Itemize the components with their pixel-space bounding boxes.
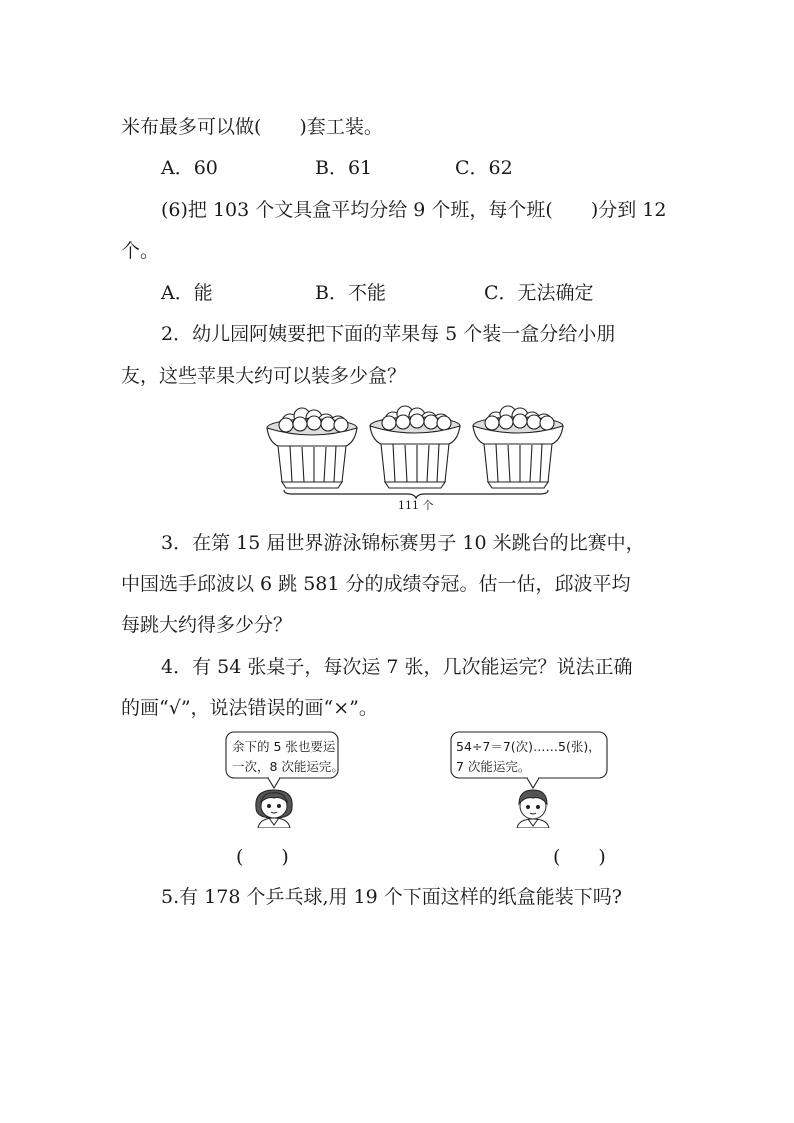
q1-6-stem-line1: (6)把 103 个文具盒平均分给 9 个班，每个班( )分到 12: [161, 199, 667, 221]
q1-5-option-b: B．61: [315, 157, 373, 179]
left-bubble-line1: 余下的 5 张也要运: [232, 739, 336, 754]
q4-line2: 的画“√”，说法错误的画“×”。: [121, 697, 378, 719]
left-answer-blank[interactable]: ( ): [236, 846, 289, 868]
q2-line1: 2．幼儿园阿姨要把下面的苹果每 5 个装一盒分给小朋: [161, 323, 616, 345]
basket-icon: [473, 406, 563, 488]
basket-icon: [267, 408, 357, 488]
left-bubble-line2: 一次，8 次能运完。: [232, 759, 344, 774]
q3-line2: 中国选手邱波以 6 跳 581 分的成绩夺冠。估一估，邱波平均: [121, 573, 631, 595]
apple-baskets-figure: [262, 398, 568, 510]
q1-6-option-a: A．能: [161, 282, 213, 304]
girl-icon: [256, 790, 292, 828]
q3-line3: 每跳大约得多少分？: [121, 614, 293, 636]
q1-6-option-c: C．无法确定: [484, 282, 594, 304]
q1-5-option-a: A．60: [161, 157, 218, 179]
right-bubble-line2: 7 次能运完。: [456, 759, 531, 774]
right-bubble-line1: 54÷7＝7(次)……5(张)，: [456, 739, 601, 754]
q5-line1: 5.有 178 个乒乓球,用 19 个下面这样的纸盒能装下吗?: [161, 886, 622, 908]
boy-icon: [517, 790, 549, 828]
apple-count-label: 111 个: [398, 499, 434, 512]
q1-6-stem-line2: 个。: [121, 240, 160, 262]
q1-6-option-b: B．不能: [315, 282, 386, 304]
q3-line1: 3．在第 15 届世界游泳锦标赛男子 10 米跳台的比赛中，: [161, 532, 645, 554]
q4-line1: 4．有 54 张桌子，每次运 7 张，几次能运完？说法正确: [161, 656, 633, 678]
basket-icon: [370, 406, 460, 488]
q1-5-stem-tail: 米布最多可以做( )套工装。: [121, 116, 383, 138]
q2-line2: 友，这些苹果大约可以装多少盒？: [121, 365, 407, 387]
right-answer-blank[interactable]: ( ): [553, 846, 606, 868]
q1-5-option-c: C．62: [455, 157, 513, 179]
